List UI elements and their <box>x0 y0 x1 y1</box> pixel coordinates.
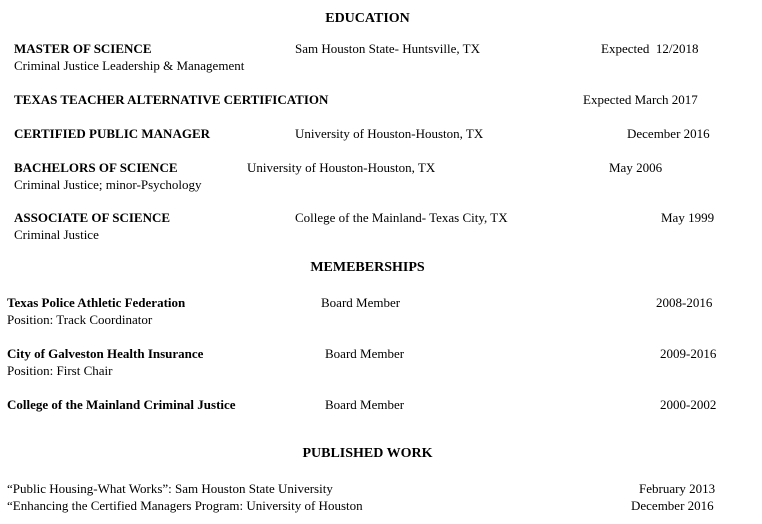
associate-field: Criminal Justice <box>14 227 99 242</box>
bachelors-school: University of Houston-Houston, TX <box>247 160 436 175</box>
cpm-school: University of Houston-Houston, TX <box>295 126 484 141</box>
membership-years: 2009-2016 <box>660 346 717 361</box>
associate-degree: ASSOCIATE OF SCIENCE <box>14 210 171 225</box>
masters-field: Criminal Justice Leadership & Management <box>14 58 245 73</box>
membership-role: Board Member <box>325 397 405 412</box>
published-title: “Public Housing-What Works”: Sam Houston State University <box>7 481 333 496</box>
membership-role: Board Member <box>321 295 401 310</box>
membership-position: Position: First Chair <box>7 363 113 378</box>
published-heading: PUBLISHED WORK <box>302 446 433 461</box>
masters-date: Expected 12/2018 <box>601 41 699 56</box>
bachelors-field: Criminal Justice; minor-Psychology <box>14 177 202 192</box>
cpm-date: December 2016 <box>627 126 710 141</box>
membership-role: Board Member <box>325 346 405 361</box>
membership-years: 2008-2016 <box>656 295 713 310</box>
published-title: “Enhancing the Certified Managers Program: University of Houston <box>7 498 363 513</box>
membership-org: Texas Police Athletic Federation <box>7 295 186 310</box>
masters-degree: MASTER OF SCIENCE <box>14 41 152 56</box>
associate-date: May 1999 <box>661 210 715 225</box>
bachelors-date: May 2006 <box>609 160 663 175</box>
published-date: February 2013 <box>639 481 716 496</box>
membership-org: City of Galveston Health Insurance <box>7 346 204 361</box>
published-date: December 2016 <box>631 498 714 513</box>
membership-years: 2000-2002 <box>660 397 717 412</box>
cpm-title: CERTIFIED PUBLIC MANAGER <box>14 126 211 141</box>
masters-school: Sam Houston State- Huntsville, TX <box>295 41 481 56</box>
membership-org: College of the Mainland Criminal Justice <box>7 397 236 412</box>
teacher-cert-date: Expected March 2017 <box>583 92 698 107</box>
education-heading: EDUCATION <box>325 11 410 26</box>
teacher-cert-title: TEXAS TEACHER ALTERNATIVE CERTIFICATION <box>14 92 329 107</box>
associate-school: College of the Mainland- Texas City, TX <box>295 210 508 225</box>
memberships-heading: MEMEBERSHIPS <box>310 260 425 275</box>
membership-position: Position: Track Coordinator <box>7 312 153 327</box>
bachelors-degree: BACHELORS OF SCIENCE <box>14 160 178 175</box>
